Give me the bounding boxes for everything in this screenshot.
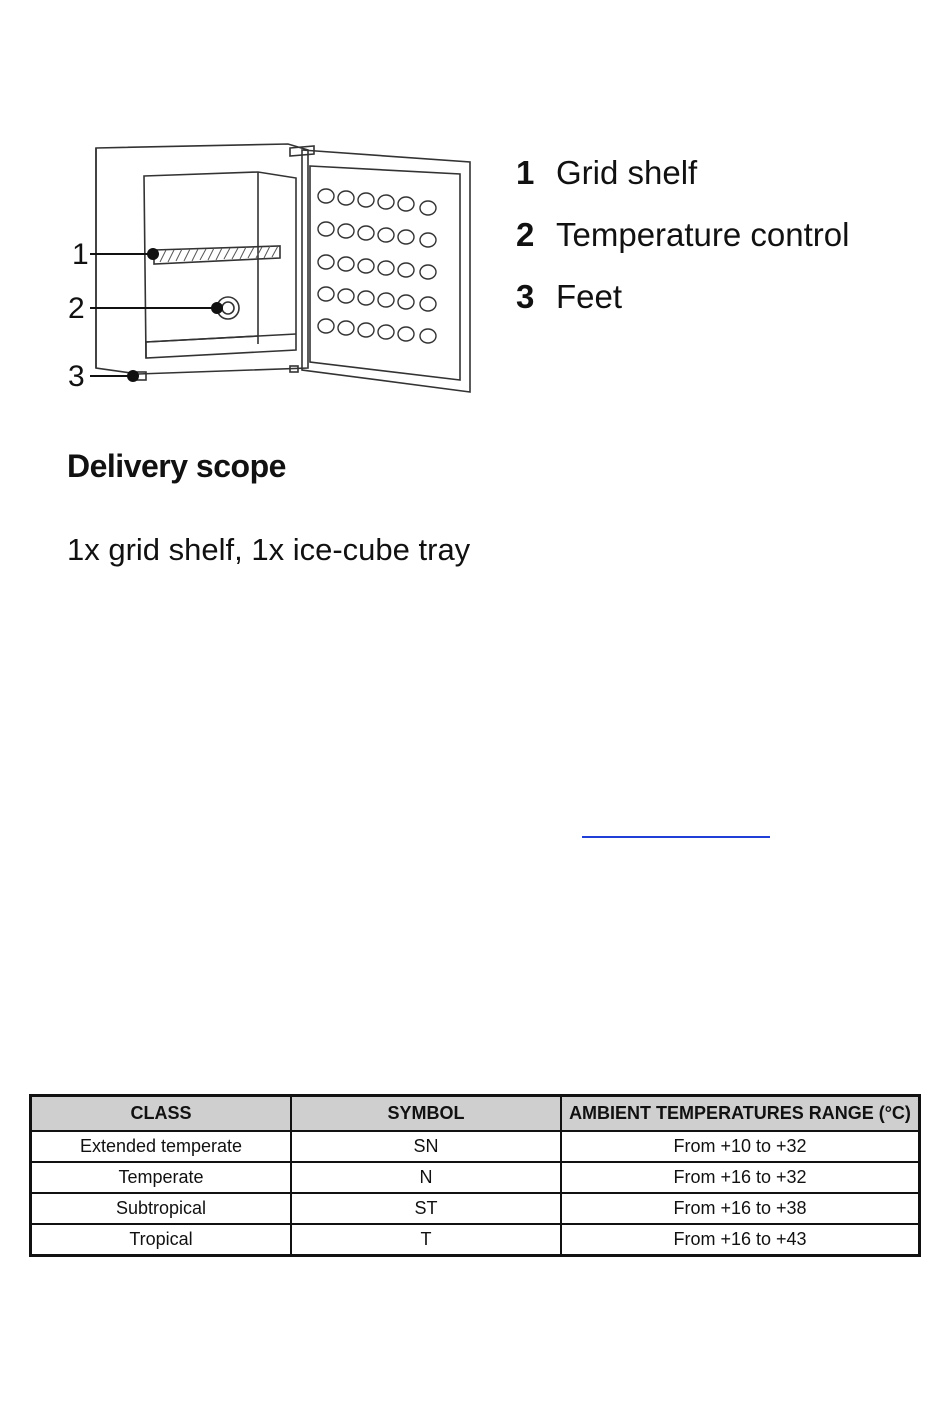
climate-class-table [29,1094,921,1257]
cell-class: Subtropical [31,1193,292,1224]
cell-class: Extended temperate [31,1131,292,1162]
header-symbol: SYMBOL [291,1096,561,1132]
header-class: CLASS [31,1096,292,1132]
fridge-illustration [62,136,482,398]
table-header-row [31,1096,920,1132]
legend-number: 1 [516,154,535,191]
cell-range: From +16 to +38 [561,1193,920,1224]
legend-item-feet [516,276,936,338]
cell-range: From +10 to +32 [561,1131,920,1162]
callout-1: 1 [72,238,89,271]
legend-number: 2 [516,216,535,253]
table-row [31,1131,920,1162]
delivery-scope-heading: Delivery scope [67,448,286,484]
hyperlink-underline[interactable] [582,836,770,838]
cell-range: From +16 to +32 [561,1162,920,1193]
callout-3: 3 [68,360,85,393]
table-row [31,1193,920,1224]
legend-number: 3 [516,278,535,315]
legend-label: Grid shelf [556,154,698,191]
table-row [31,1162,920,1193]
legend-item-grid-shelf [516,152,936,214]
legend-item-temperature-control [516,214,936,276]
legend-label: Temperature control [556,216,850,253]
cell-symbol: N [291,1162,561,1193]
cell-symbol: ST [291,1193,561,1224]
legend-label: Feet [556,278,623,315]
parts-legend [516,152,936,338]
cell-symbol: SN [291,1131,561,1162]
callout-2: 2 [68,292,85,325]
cell-class: Temperate [31,1162,292,1193]
delivery-scope-text: 1x grid shelf, 1x ice-cube tray [67,532,471,567]
header-temperature-range: AMBIENT TEMPERATURES RANGE (°C) [561,1096,920,1132]
cell-class: Tropical [31,1224,292,1256]
cell-range: From +16 to +43 [561,1224,920,1256]
table-row [31,1224,920,1256]
cell-symbol: T [291,1224,561,1256]
